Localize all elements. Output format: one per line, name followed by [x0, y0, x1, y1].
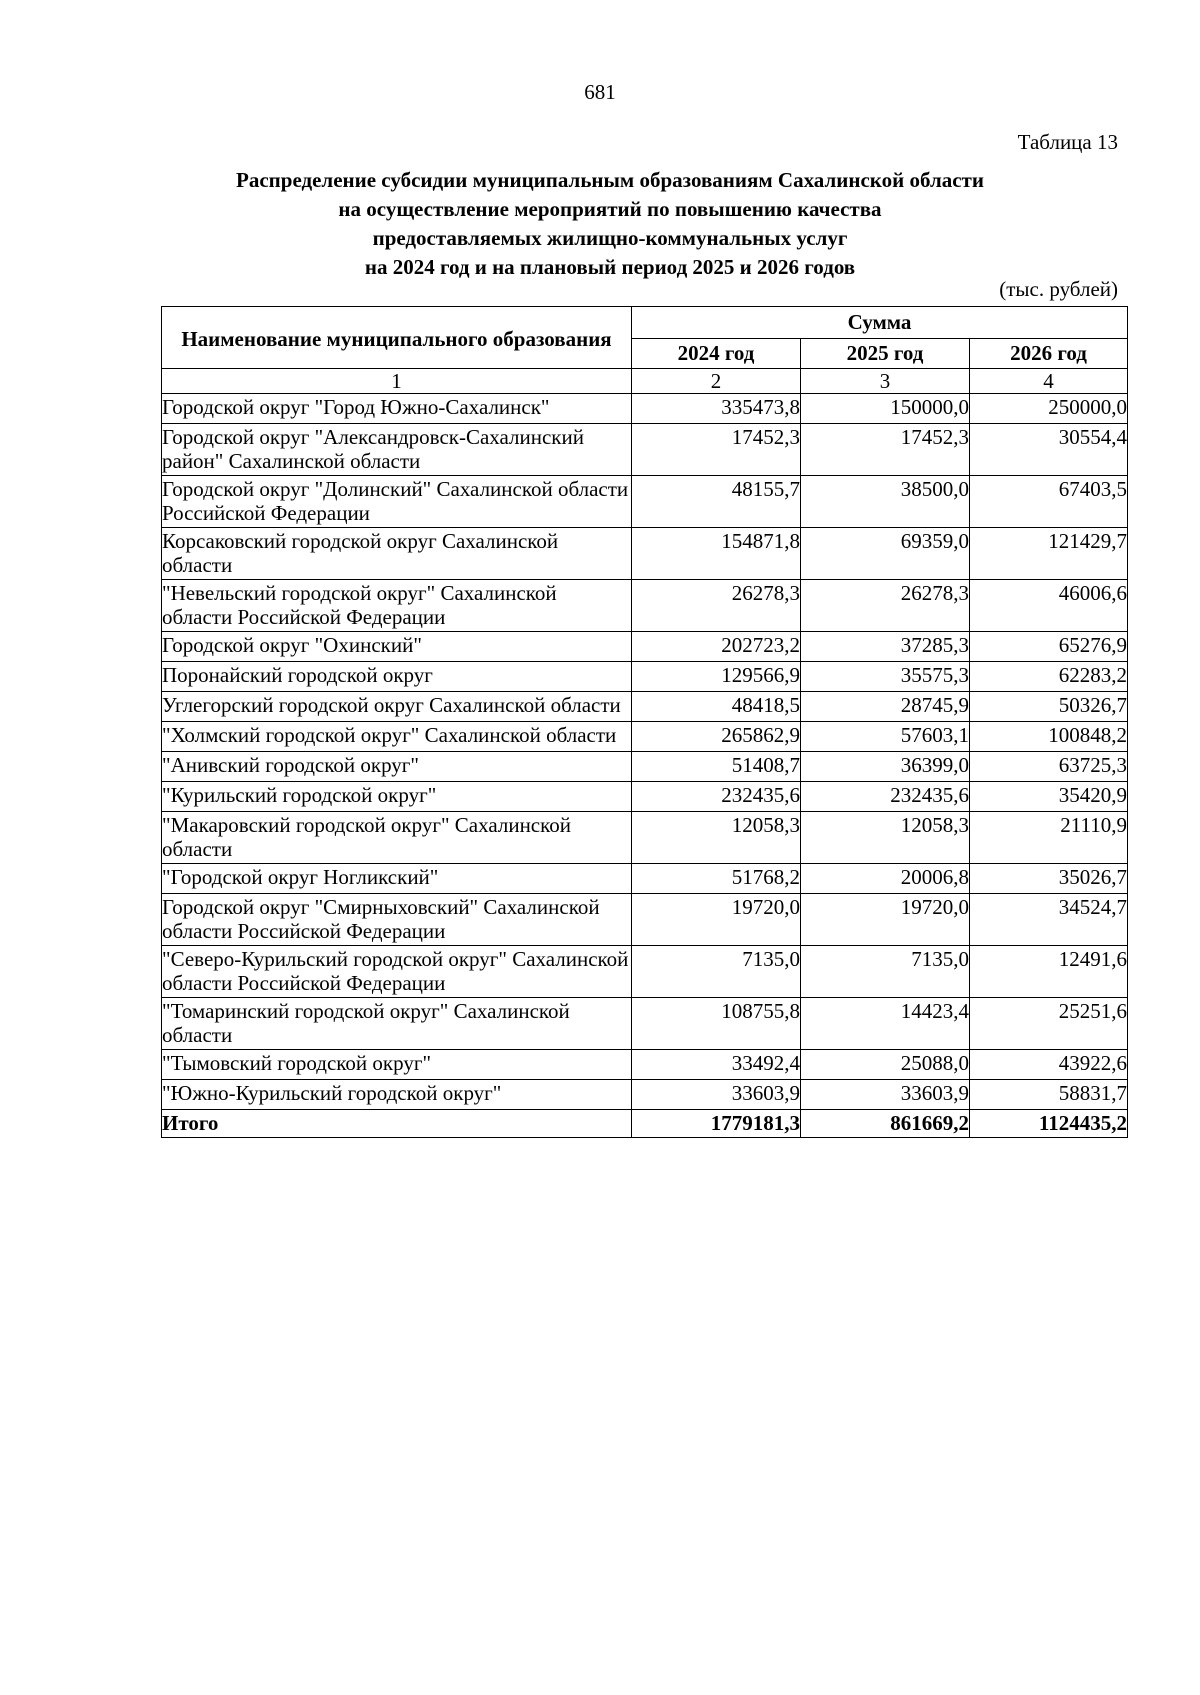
value-2025: 150000,0: [801, 394, 970, 424]
table-row: [162, 662, 1128, 692]
table-row: [162, 722, 1128, 752]
municipality-name: "Макаровский городской округ" Сахалинской области: [162, 812, 632, 864]
table-row: [162, 752, 1128, 782]
municipality-name: "Городской округ Ногликский": [162, 864, 632, 894]
value-2024: 7135,0: [632, 946, 801, 998]
document-title: [150, 166, 1070, 282]
value-2024: 129566,9: [632, 662, 801, 692]
value-2025: 20006,8: [801, 864, 970, 894]
value-2025: 17452,3: [801, 424, 970, 476]
municipality-name: Углегорский городской округ Сахалинской области: [162, 692, 632, 722]
value-2024: 17452,3: [632, 424, 801, 476]
total-2025: 861669,2: [801, 1110, 970, 1138]
title-line: на осуществление мероприятий по повышению качества: [338, 197, 882, 221]
municipality-name: "Холмский городской округ" Сахалинской области: [162, 722, 632, 752]
municipality-name: Городской округ "Город Южно-Сахалинск": [162, 394, 632, 424]
column-number: 3: [801, 369, 970, 394]
value-2024: 19720,0: [632, 894, 801, 946]
value-2025: 26278,3: [801, 580, 970, 632]
table-row: [162, 580, 1128, 632]
municipality-name: Городской округ "Охинский": [162, 632, 632, 662]
table-row: [162, 394, 1128, 424]
column-number: 2: [632, 369, 801, 394]
value-2025: 37285,3: [801, 632, 970, 662]
value-2026: 35026,7: [970, 864, 1128, 894]
municipality-name: Поронайский городской округ: [162, 662, 632, 692]
value-2025: 19720,0: [801, 894, 970, 946]
value-2024: 26278,3: [632, 580, 801, 632]
table-row: [162, 894, 1128, 946]
value-2025: 28745,9: [801, 692, 970, 722]
value-2026: 25251,6: [970, 998, 1128, 1050]
table-row: [162, 692, 1128, 722]
header-year-2024: 2024 год: [632, 339, 801, 369]
table-row: [162, 812, 1128, 864]
municipality-name: "Южно-Курильский городской округ": [162, 1080, 632, 1110]
municipality-name: Городской округ "Смирныховский" Сахалинской области Российской Федерации: [162, 894, 632, 946]
value-2025: 25088,0: [801, 1050, 970, 1080]
value-2024: 202723,2: [632, 632, 801, 662]
column-number: 4: [970, 369, 1128, 394]
value-2026: 43922,6: [970, 1050, 1128, 1080]
municipality-name: "Северо-Курильский городской округ" Сахалинской области Российской Федерации: [162, 946, 632, 998]
value-2026: 21110,9: [970, 812, 1128, 864]
total-row: [162, 1110, 1128, 1138]
value-2026: 62283,2: [970, 662, 1128, 692]
table-row: [162, 946, 1128, 998]
value-2025: 35575,3: [801, 662, 970, 692]
value-2026: 67403,5: [970, 476, 1128, 528]
units-label: (тыс. рублей): [999, 277, 1118, 301]
table-row: [162, 528, 1128, 580]
subsidy-table: [161, 306, 1128, 1138]
value-2026: 30554,4: [970, 424, 1128, 476]
municipality-name: "Курильский городской округ": [162, 782, 632, 812]
value-2024: 108755,8: [632, 998, 801, 1050]
value-2024: 232435,6: [632, 782, 801, 812]
municipality-name: Корсаковский городской округ Сахалинской области: [162, 528, 632, 580]
table-row: [162, 998, 1128, 1050]
table-row: [162, 864, 1128, 894]
total-2026: 1124435,2: [970, 1110, 1128, 1138]
value-2024: 33603,9: [632, 1080, 801, 1110]
value-2025: 7135,0: [801, 946, 970, 998]
page-number: 681: [584, 80, 616, 104]
table-row: [162, 1050, 1128, 1080]
value-2025: 12058,3: [801, 812, 970, 864]
table-row: [162, 476, 1128, 528]
table-row: [162, 782, 1128, 812]
value-2024: 48155,7: [632, 476, 801, 528]
value-2024: 51408,7: [632, 752, 801, 782]
municipality-name: "Анивский городской округ": [162, 752, 632, 782]
value-2025: 57603,1: [801, 722, 970, 752]
value-2024: 265862,9: [632, 722, 801, 752]
value-2025: 38500,0: [801, 476, 970, 528]
value-2024: 51768,2: [632, 864, 801, 894]
municipality-name: "Невельский городской округ" Сахалинской области Российской Федерации: [162, 580, 632, 632]
municipality-name: Городской округ "Долинский" Сахалинской области Российской Федерации: [162, 476, 632, 528]
value-2026: 35420,9: [970, 782, 1128, 812]
value-2025: 69359,0: [801, 528, 970, 580]
value-2025: 33603,9: [801, 1080, 970, 1110]
value-2024: 335473,8: [632, 394, 801, 424]
value-2026: 58831,7: [970, 1080, 1128, 1110]
value-2026: 34524,7: [970, 894, 1128, 946]
value-2024: 48418,5: [632, 692, 801, 722]
value-2024: 12058,3: [632, 812, 801, 864]
total-label: Итого: [162, 1110, 632, 1138]
value-2025: 232435,6: [801, 782, 970, 812]
value-2026: 121429,7: [970, 528, 1128, 580]
title-line: предоставляемых жилищно-коммунальных услуг: [372, 226, 848, 250]
table-row: [162, 1080, 1128, 1110]
header-year-2025: 2025 год: [801, 339, 970, 369]
municipality-name: "Тымовский городской округ": [162, 1050, 632, 1080]
total-2024: 1779181,3: [632, 1110, 801, 1138]
table-body: [162, 394, 1128, 1110]
value-2024: 154871,8: [632, 528, 801, 580]
value-2026: 250000,0: [970, 394, 1128, 424]
value-2026: 50326,7: [970, 692, 1128, 722]
municipality-name: Городской округ "Александровск-Сахалинский район" Сахалинской области: [162, 424, 632, 476]
value-2026: 100848,2: [970, 722, 1128, 752]
header-year-2026: 2026 год: [970, 339, 1128, 369]
value-2026: 63725,3: [970, 752, 1128, 782]
value-2026: 12491,6: [970, 946, 1128, 998]
value-2024: 33492,4: [632, 1050, 801, 1080]
table-label: Таблица 13: [1017, 130, 1118, 154]
value-2025: 14423,4: [801, 998, 970, 1050]
column-number: 1: [162, 369, 632, 394]
value-2025: 36399,0: [801, 752, 970, 782]
title-line: на 2024 год и на плановый период 2025 и 2026 годов: [364, 255, 856, 279]
value-2026: 65276,9: [970, 632, 1128, 662]
header-sum: Сумма: [632, 307, 1128, 339]
municipality-name: "Томаринский городской округ" Сахалинской области: [162, 998, 632, 1050]
value-2026: 46006,6: [970, 580, 1128, 632]
title-line: Распределение субсидии муниципальным образованиям Сахалинской области: [236, 168, 984, 192]
header-name: Наименование муниципального образования: [162, 307, 632, 369]
table-row: [162, 632, 1128, 662]
table-row: [162, 424, 1128, 476]
